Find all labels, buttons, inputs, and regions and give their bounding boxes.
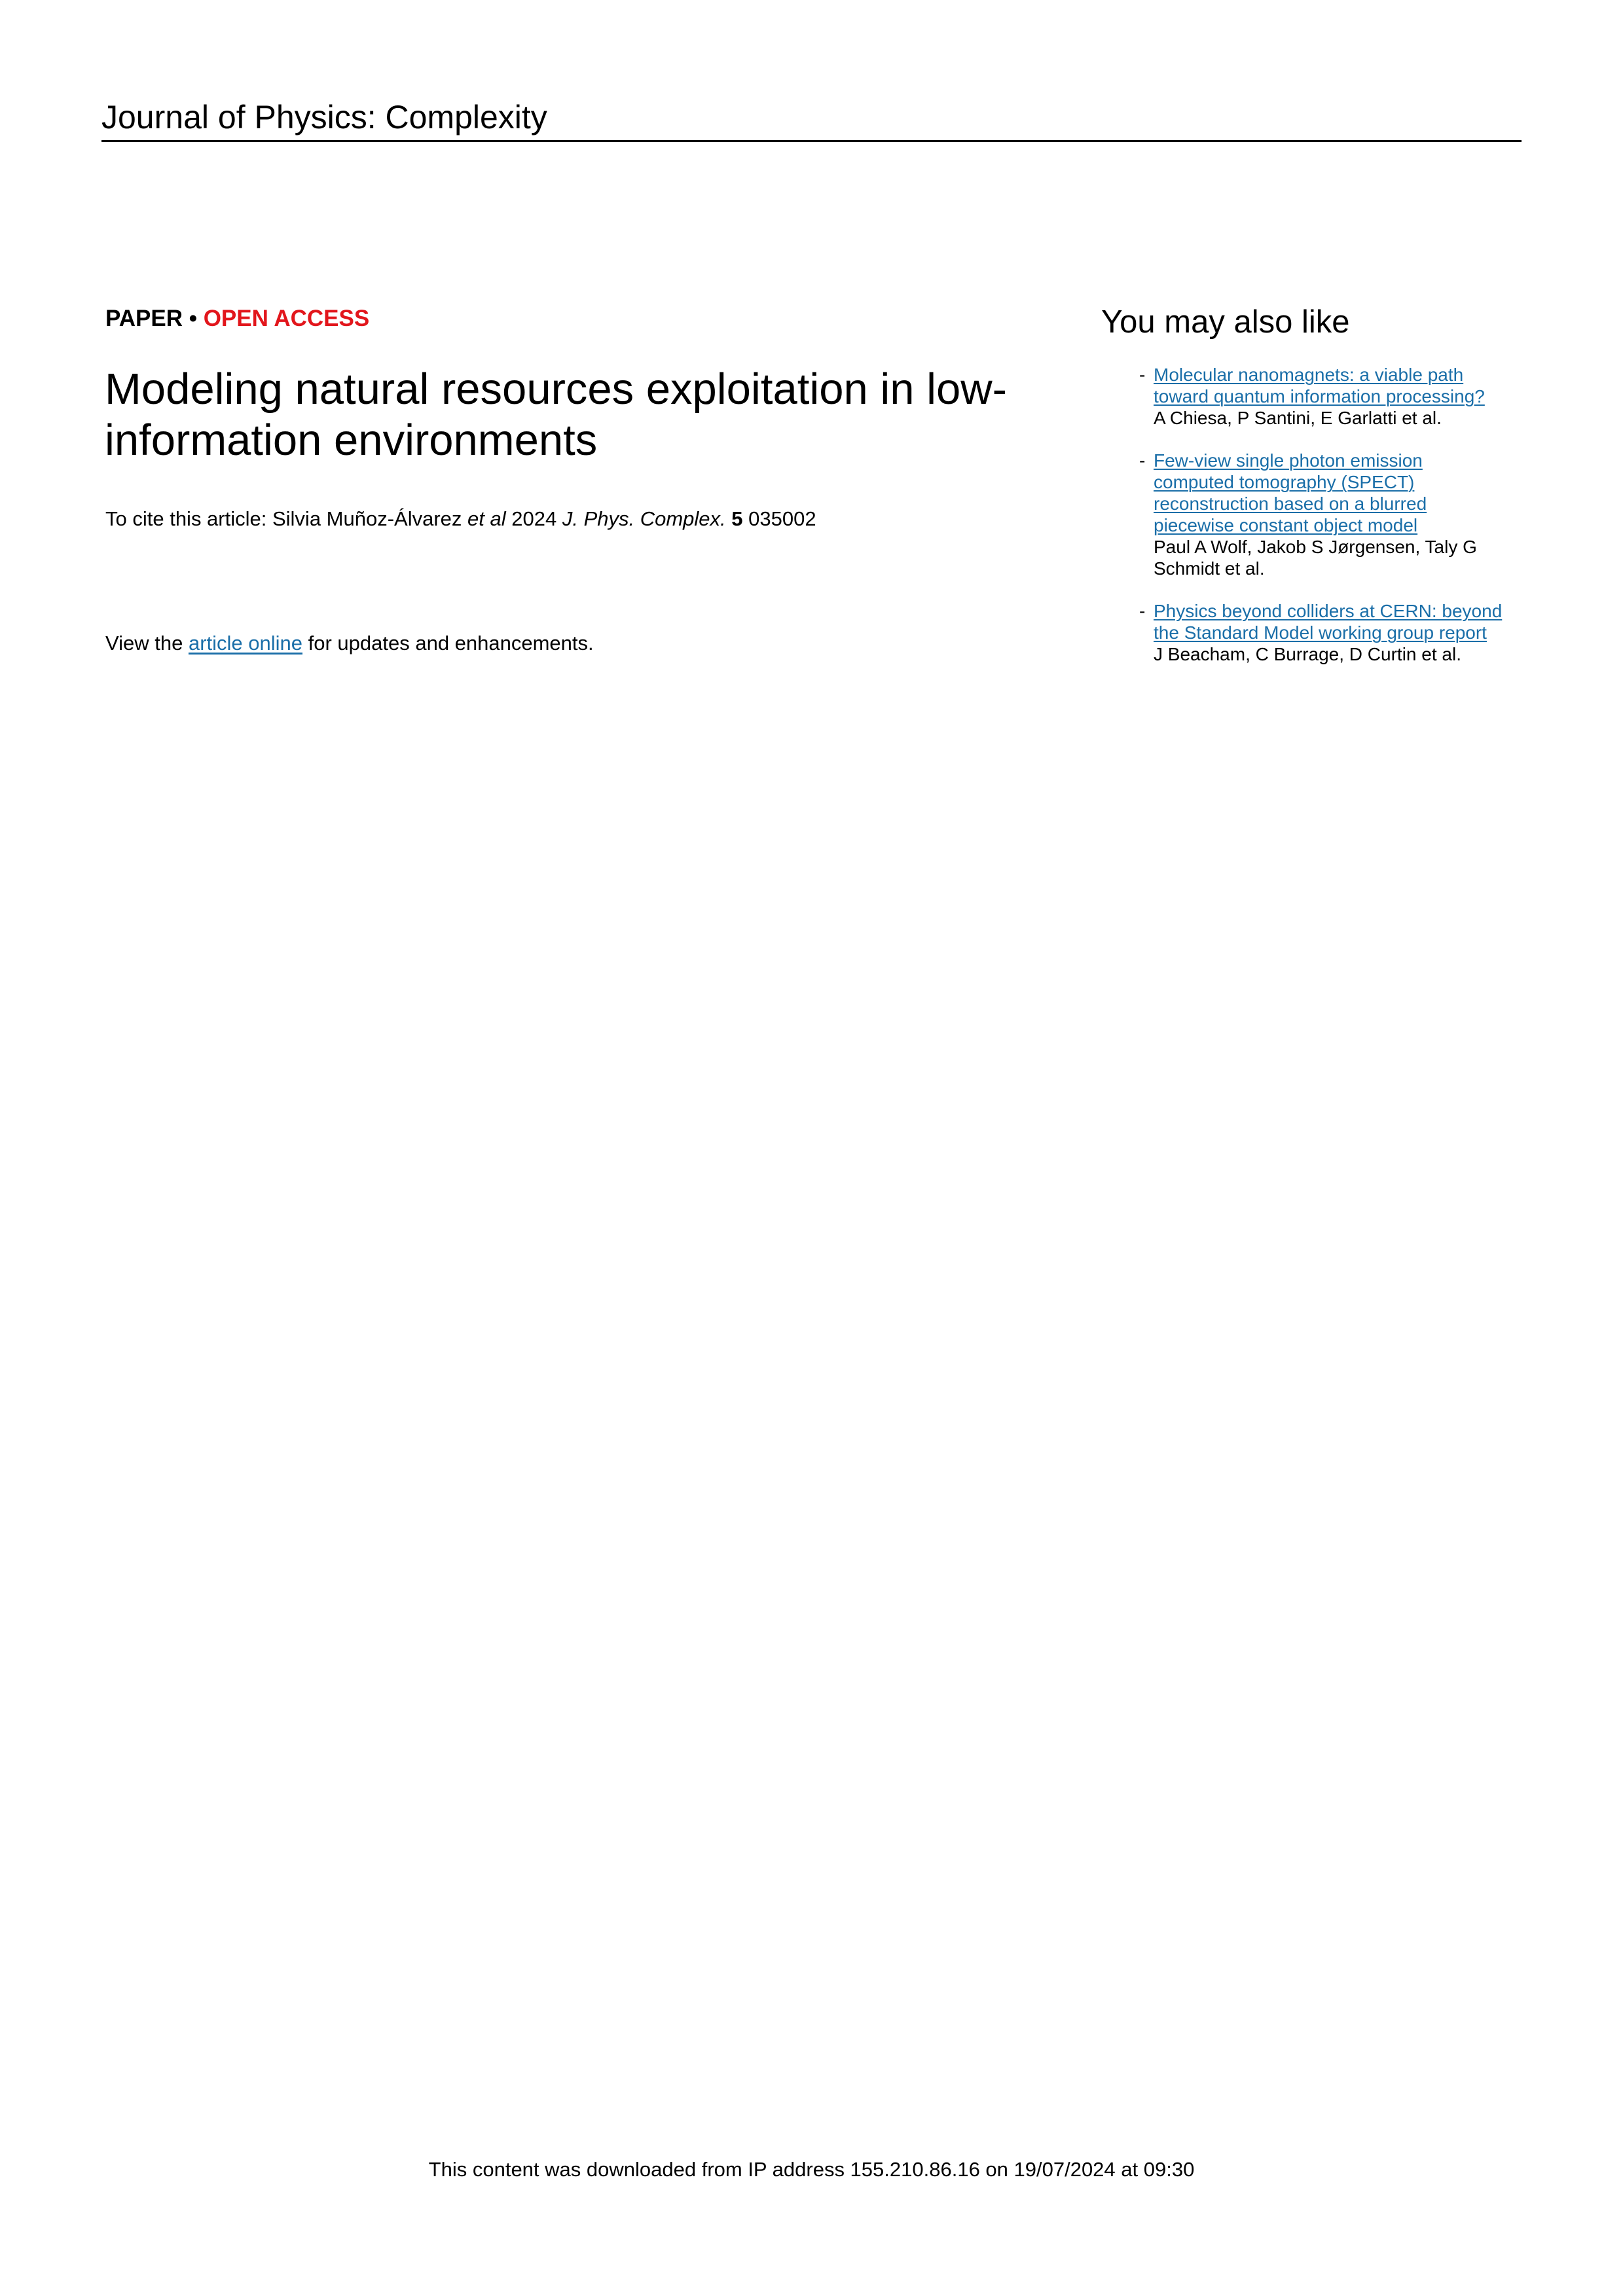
article-type-label: [105, 305, 369, 332]
separator-bullet: •: [183, 306, 204, 331]
citation-journal: J. Phys. Complex.: [562, 507, 726, 530]
header-divider: [101, 140, 1522, 142]
article-online-link[interactable]: article online: [188, 632, 302, 655]
related-link-line: piecewise constant object model: [1154, 515, 1418, 535]
journal-title: Journal of Physics: Complexity: [101, 99, 547, 135]
citation: [105, 507, 816, 531]
related-articles-list: [1139, 364, 1545, 686]
open-access-badge: OPEN ACCESS: [203, 306, 370, 331]
related-authors-line: Paul A Wolf, Jakob S Jørgensen, Taly G: [1154, 537, 1477, 557]
related-link-line: the Standard Model working group report: [1154, 622, 1487, 643]
related-link-physics-beyond-colliders[interactable]: [1154, 601, 1502, 643]
related-item: [1139, 450, 1545, 579]
related-link-molecular-nanomagnets[interactable]: [1154, 365, 1485, 406]
citation-volume: 5: [731, 507, 743, 530]
view-online-suffix: for updates and enhancements.: [302, 632, 594, 655]
related-link-line: computed tomography (SPECT): [1154, 472, 1415, 492]
list-dash: -: [1139, 601, 1146, 621]
citation-prefix: To cite this article: Silvia Muñoz-Álvarez: [105, 507, 468, 530]
related-link-line: reconstruction based on a blurred: [1154, 493, 1427, 514]
related-authors: J Beacham, C Burrage, D Curtin et al.: [1154, 644, 1461, 664]
related-link-line: Few-view single photon emission: [1154, 450, 1423, 471]
citation-year: 2024: [505, 507, 562, 530]
related-link-few-view-spect[interactable]: [1154, 450, 1427, 535]
related-link-line: toward quantum information processing?: [1154, 386, 1485, 406]
download-note: This content was downloaded from IP address 155.210.86.16 on 19/07/2024 at 09:30: [428, 2158, 1195, 2181]
view-online-prefix: View the: [105, 632, 189, 655]
paper-type: PAPER: [105, 306, 183, 331]
article-title-line-2: information environments: [105, 416, 598, 465]
related-heading: You may also like: [1101, 304, 1350, 340]
related-authors-line: Schmidt et al.: [1154, 558, 1265, 579]
related-authors: [1154, 536, 1545, 579]
view-online-note: [105, 631, 594, 656]
related-link-line: Physics beyond colliders at CERN: beyond: [1154, 601, 1503, 621]
citation-etal: et al: [467, 507, 506, 530]
related-item: [1139, 600, 1545, 665]
related-item: [1139, 364, 1545, 429]
related-authors: A Chiesa, P Santini, E Garlatti et al.: [1154, 408, 1442, 428]
list-dash: -: [1139, 365, 1146, 385]
list-dash: -: [1139, 450, 1146, 471]
related-link-line: Molecular nanomagnets: a viable path: [1154, 365, 1464, 385]
article-title-line-1: Modeling natural resources exploitation in low-: [105, 365, 1007, 414]
citation-article-number: 035002: [742, 507, 816, 530]
article-title: [105, 364, 1054, 466]
